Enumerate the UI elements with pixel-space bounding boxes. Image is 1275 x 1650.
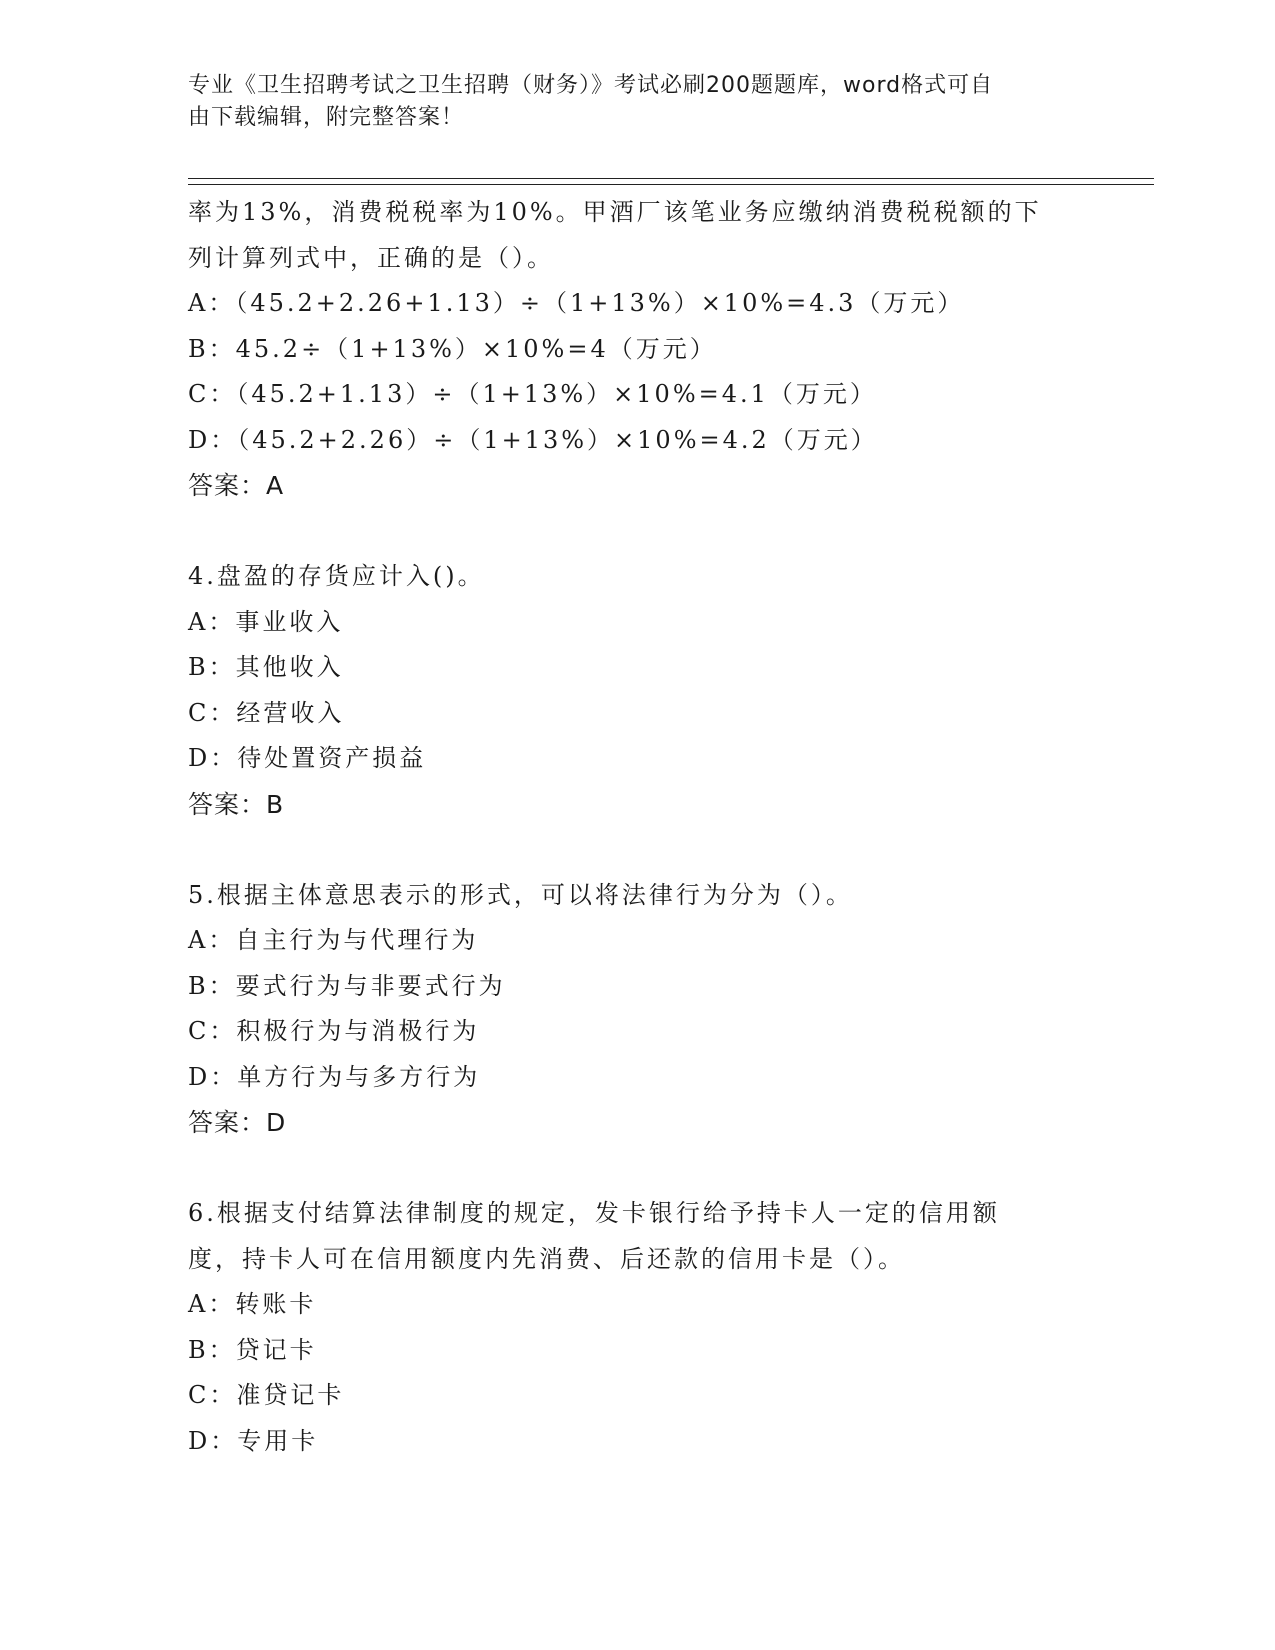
question-4 [188,554,1128,827]
option-d: D：待处置资产损益 [188,744,427,772]
option-d: D：专用卡 [188,1426,319,1455]
option-b: B：要式行为与非要式行为 [188,971,506,1000]
option-a: A：自主行为与代理行为 [188,926,479,954]
answer-line: 答案：A [188,471,285,500]
question-stem-line: 度，持卡人可在信用额度内先消费、后还款的信用卡是（）。 [188,1244,905,1273]
option-d: D：（45.2+2.26）÷（1+13%）×10%=4.2（万元） [188,425,878,454]
question-stem-line: 率为13%，消费税税率为10%。甲酒厂该笔业务应缴纳消费税税额的下 [188,198,1042,226]
option-b: B：贷记卡 [188,1335,317,1364]
option-c: C：经营收入 [188,698,345,727]
option-b: B：其他收入 [188,653,344,681]
question-3 [188,190,1128,509]
header-line-2: 由下载编辑，附完整答案！ [188,105,465,130]
question-stem-line: 6.根据支付结算法律制度的规定，发卡银行给予持卡人一定的信用额 [188,1199,1000,1227]
header-divider [188,178,1154,185]
spacer [188,827,1128,873]
option-d: D：单方行为与多方行为 [188,1062,481,1091]
option-a: A：（45.2+2.26+1.13）÷（1+13%）×10%=4.3（万元） [188,289,965,317]
question-6 [188,1191,1128,1464]
question-stem-line: 5.根据主体意思表示的形式，可以将法律行为分为（）。 [188,880,853,909]
question-stem-line: 4.盘盈的存货应计入()。 [188,562,485,590]
option-c: C：（45.2+1.13）÷（1+13%）×10%=4.1（万元） [188,380,877,408]
option-a: A：事业收入 [188,607,344,636]
option-a: A：转账卡 [188,1290,317,1318]
document-header [188,70,1088,134]
option-b: B：45.2÷（1+13%）×10%=4（万元） [188,334,717,363]
option-c: C：准贷记卡 [188,1381,345,1409]
question-5 [188,873,1128,1146]
question-stem-line: 列计算列式中，正确的是（）。 [188,243,554,272]
spacer [188,1146,1128,1192]
spacer [188,509,1128,555]
answer-line: 答案：B [188,789,285,819]
option-c: C：积极行为与消极行为 [188,1017,480,1045]
header-line-1: 专业《卫生招聘考试之卫生招聘（财务）》考试必刷200题题库，word格式可自 [188,73,994,98]
question-list [188,190,1128,1464]
answer-line: 答案：D [188,1108,287,1137]
